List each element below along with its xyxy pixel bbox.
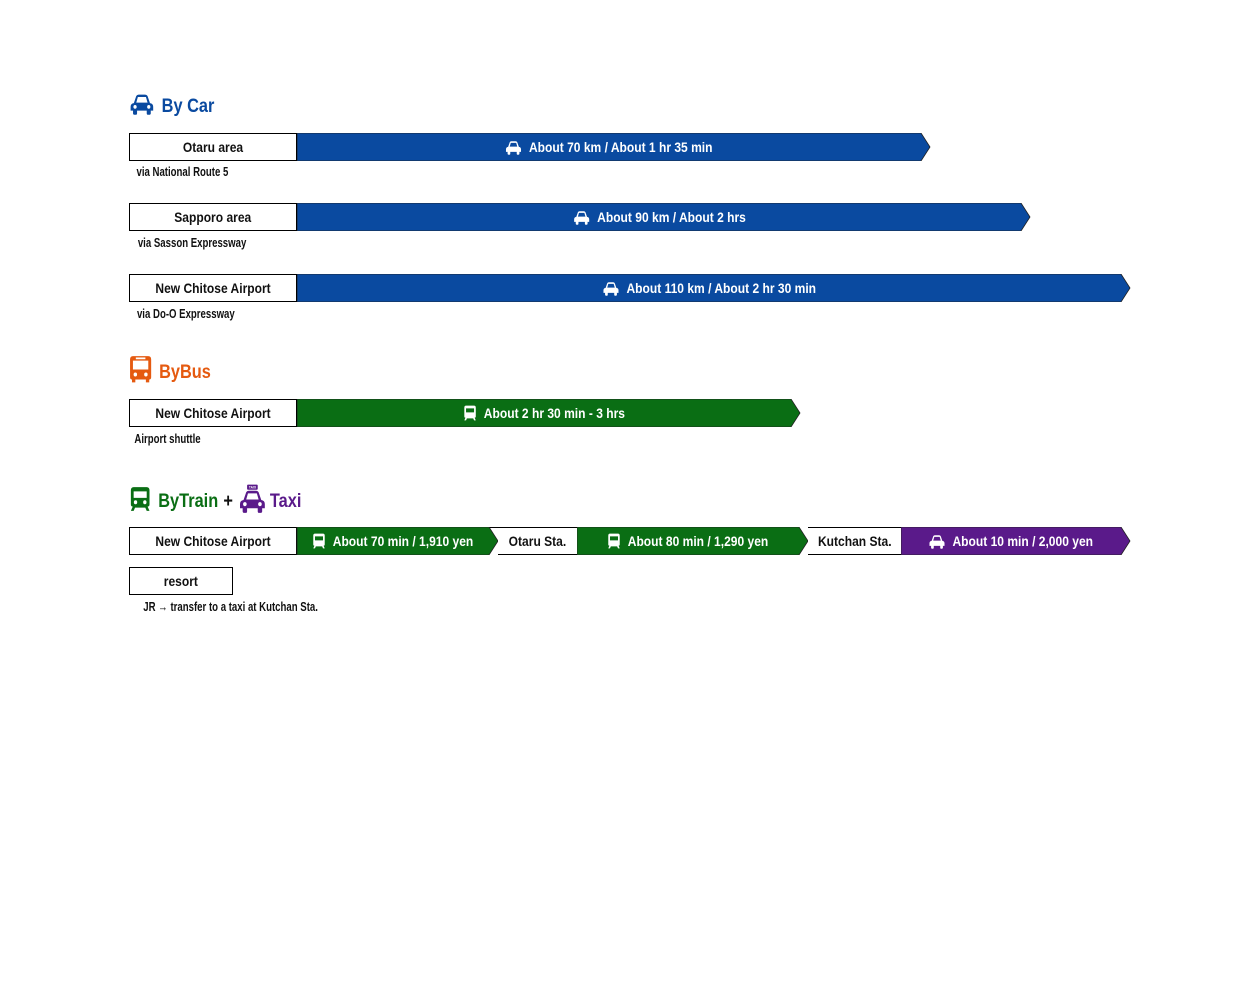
train-icon [607,533,621,549]
route-time: About 2 hr 30 min - 3 hrs [297,399,791,427]
heading-word2: Taxi [269,491,302,512]
station-kutchan: Kutchan Sta. [808,527,901,555]
heading-word: Train [179,491,219,512]
route-time: About 90 km / About 2 hrs [297,203,1021,231]
bus-icon [129,355,152,390]
heading-prefix: By [159,361,180,383]
station-otaru: Otaru Sta. [498,527,577,555]
car-route-otaru [129,133,931,161]
route-time: About 70 km / About 1 hr 35 min [297,133,921,161]
heading-plus: + [223,491,233,512]
car-section-heading [129,92,214,122]
heading-word: Bus [179,361,211,383]
route-note: via Do-O Expressway [136,306,235,321]
car-route-sapporo [129,203,1031,231]
route-origin: Sapporo area [129,203,297,231]
taxi-leg: About 10 min / 2,000 yen [901,527,1121,555]
route-origin: New Chitose Airport [129,399,297,427]
route-note: JR → transfer to a taxi at Kutchan Sta. [143,599,318,614]
route-origin: New Chitose Airport [129,527,297,555]
train-taxi-section-heading [129,484,301,520]
route-time: About 110 km / About 2 hr 30 min [297,274,1121,302]
car-icon [129,92,155,122]
route-destination: resort [129,567,233,595]
train-leg-1: About 70 min / 1,910 yen [297,527,489,555]
car-icon [573,210,590,225]
heading-word: Car [187,96,215,117]
bus-section-heading [129,355,211,390]
bus-route-airport [129,399,801,427]
train-taxi-route [129,527,1131,555]
heading-prefix: By [161,96,183,117]
train-leg-2: About 80 min / 1,290 yen [577,527,799,555]
train-icon [129,485,151,519]
car-icon [505,140,522,155]
route-note: via National Route 5 [136,164,229,179]
train-icon [463,405,477,421]
taxi-icon [929,534,946,549]
route-origin: New Chitose Airport [129,274,297,302]
route-note: via Sasson Expressway [137,235,247,250]
route-origin: Otaru area [129,133,297,161]
taxi-sign-text: TAXI [248,485,256,490]
car-icon [602,281,619,296]
taxi-icon [238,484,266,520]
route-note: Airport shuttle [134,431,201,446]
car-route-airport [129,274,1131,302]
heading-prefix: By [158,491,180,512]
train-icon [312,533,326,549]
